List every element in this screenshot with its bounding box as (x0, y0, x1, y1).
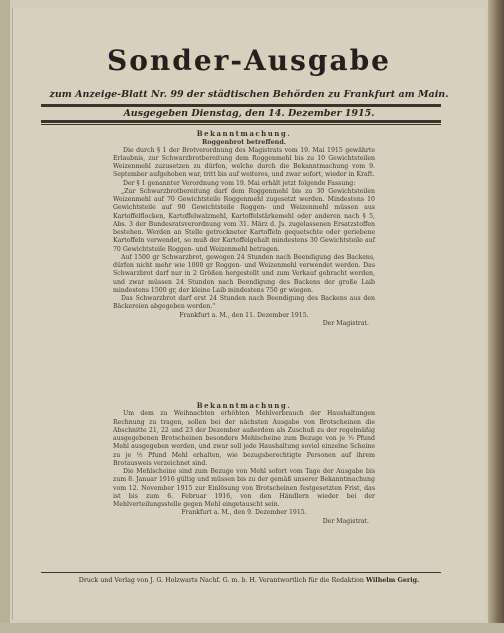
imprint-text: Druck und Verlag von J. G. Holzwarts Nachf. G. m. b. H. Verantwortlich für die Redaktion (78, 577, 364, 584)
notice-mehlscheine (113, 402, 375, 526)
quoted-regulation: Auf 1500 gr Schwarzbrot, gewogen 24 Stunden nach Beendigung des Backens, dürfen nicht mehr wie 1000 gr Roggen- und Weizenmehl verwendet werden. Das Schwarzbrot darf nur in 2 Größen hergestellt und zum Verkauf gebracht werden, und zwar müssen 24 Stunden nach Beendigung des Backens der große Laib mindestens 1500 gr, der kleine Laib mindestens 750 gr wiegen. (113, 253, 375, 294)
place-date: Frankfurt a. M., den 9. Dezember 1915. (181, 509, 307, 517)
masthead-rule-top (41, 104, 441, 107)
page-bottom-edge (0, 623, 504, 633)
quoted-regulation: „Zur Schwarzbrotbereitung darf dem Roggenmehl bis zu 30 Gewichtsteilen Weizenmehl auf 70 Gewichtsteile Roggenmehl zugesetzt werden. Mindestens 10 Gewichtsteile auf 90 Gewichtsteile Roggen- und Weizenmehl müssen aus Kartoffelflocken, Kartoffelwalzmehl, Kartoffelstärkemehl oder anderen nach § 5, Abs. 3 der Bundesratsverordnung vom 31. März d. Js. zugelassenen Ersatzstoffen bestehen. Werden an Stelle getrockneter Kartoffeln gequetschte oder geriebene Kartoffeln verwendet, so muß der Kartoffelgehalt mindestens 30 Gewichtsteile auf 70 Gewichtsteile Roggen- und Weizenmehl betragen. (113, 187, 375, 253)
masthead-title: Sonder-Ausgabe (107, 44, 391, 77)
notice-paragraph: Der § 1 genannter Verordnung vom 19. Mai erhält jetzt folgende Fassung: (123, 179, 356, 187)
place-date: Frankfurt a. M., den 11. Dezember 1915. (179, 311, 309, 319)
masthead-rule-bottom (41, 120, 441, 123)
notice-heading: Bekanntmachung. (196, 129, 292, 138)
notice-heading: Bekanntmachung. (196, 401, 292, 410)
notice-paragraph: Die Mehlscheine sind zum Bezuge von Mehl sofort vom Tage der Ausgabe bis zum 8. Januar 1916 gültig und müssen bis zu der gemäß unserer Bekanntmachung vom 12. November 1915 zur Einlösung von Brotscheinen festgesetzten Frist, das ist bis zum 6. Februar 1916, von den Händlern wieder bei der Mehlverteilungsstelle gegen Mehl eingetauscht sein. (113, 468, 375, 508)
quoted-regulation: Das Schwarzbrot darf erst 24 Stunden nach Beendigung des Backens aus den Bäckereien abgegeben werden." (113, 295, 375, 311)
notice-paragraph: Die durch § 1 der Brotverordnung des Magistrats vom 19. Mai 1915 gewährte Erlaubnis, zur Schwarzbrotbereitung dem Roggenmehl bis zu 10 Gewichtsteilen Weizenmehl zuzusetzen zu dürfen, welche durch die Bekanntmachung vom 9. September aufgehoben war, tritt bis auf weiteres, und zwar sofort, wieder in Kraft. (113, 146, 375, 179)
footer-rule (41, 572, 441, 573)
imprint-editor: Wilhelm Gerig. (365, 577, 420, 584)
newspaper-sheet (12, 8, 485, 620)
masthead-rule-thin (41, 124, 441, 125)
masthead-subtitle: zum Anzeige-Blatt Nr. 99 der städtischen Behörden zu Frankfurt am Main. (49, 89, 449, 100)
signature: Der Magistrat. (322, 517, 369, 525)
signature: Der Magistrat. (322, 319, 369, 327)
page-left-edge (0, 0, 10, 633)
book-spine-edge (488, 0, 504, 633)
issue-date-line: Ausgegeben Dienstag, den 14. Dezember 1915. (123, 108, 375, 119)
notice-paragraph: Um dem zu Weihnachten erhöhten Mehlverbrauch der Haushaltungen Rechnung zu tragen, sollen bei der nächsten Ausgabe von Brotscheinen die Abschnitte 21, 22 und 23 der Dezember außerdem als Zuschuß zu der regelmäßig ausgegebenen Brotscheinen besondere Mehlscheine zum Bezuge von je ½ Pfund Mehl ausgegeben werden, und zwar soll jede Haushaltung soviel einzelne Scheine zu je ½ Pfund Mehl erhalten, wie bezugsberechtigte Personen auf ihrem Brotausweis verzeichnet sind. (113, 410, 375, 467)
notice-roggenbrot (113, 130, 375, 328)
notice-subheading: Roggenbrot betreffend. (201, 138, 287, 147)
imprint-line (13, 577, 485, 584)
